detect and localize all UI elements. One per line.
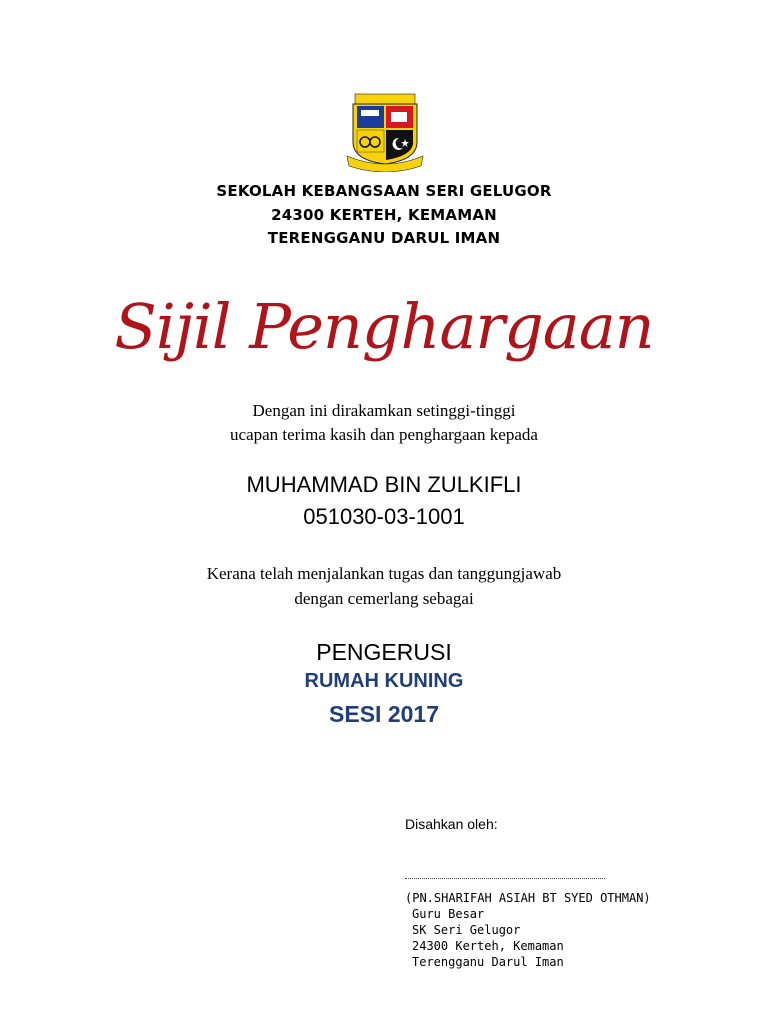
- intro-line-2: ucapan terima kasih dan penghargaan kepada: [230, 425, 538, 444]
- house-name: RUMAH KUNING: [304, 670, 464, 692]
- recipient-name: MUHAMMAD BIN ZULKIFLI: [246, 472, 522, 497]
- signatory-address-2: Terengganu Darul Iman: [412, 955, 564, 969]
- signature-line: [405, 878, 605, 879]
- verified-by-label: Disahkan oleh:: [405, 816, 498, 832]
- school-address-line1: 24300 KERTEH, KEMAMAN: [271, 206, 497, 224]
- recipient-id: 051030-03-1001: [303, 504, 465, 529]
- signatory-name: (PN.SHARIFAH ASIAH BT SYED OTHMAN): [405, 891, 651, 905]
- reason-line-2: dengan cemerlang sebagai: [294, 589, 474, 608]
- school-crest-logo: [345, 92, 425, 172]
- school-address-line2: TERENGGANU DARUL IMAN: [267, 229, 501, 247]
- session: SESI 2017: [329, 701, 439, 727]
- intro-line-1: Dengan ini dirakamkan setinggi-tinggi: [252, 401, 516, 420]
- certificate-title: Sijil Penghargaan: [114, 290, 654, 363]
- role-title: PENGERUSI: [316, 639, 452, 665]
- signatory-title: Guru Besar: [412, 907, 485, 921]
- signatory-address-1: 24300 Kerteh, Kemaman: [412, 939, 564, 953]
- signatory-school: SK Seri Gelugor: [412, 923, 521, 937]
- school-name: SEKOLAH KEBANGSAAN SERI GELUGOR: [216, 182, 552, 200]
- reason-line-1: Kerana telah menjalankan tugas dan tanggungjawab: [206, 564, 562, 583]
